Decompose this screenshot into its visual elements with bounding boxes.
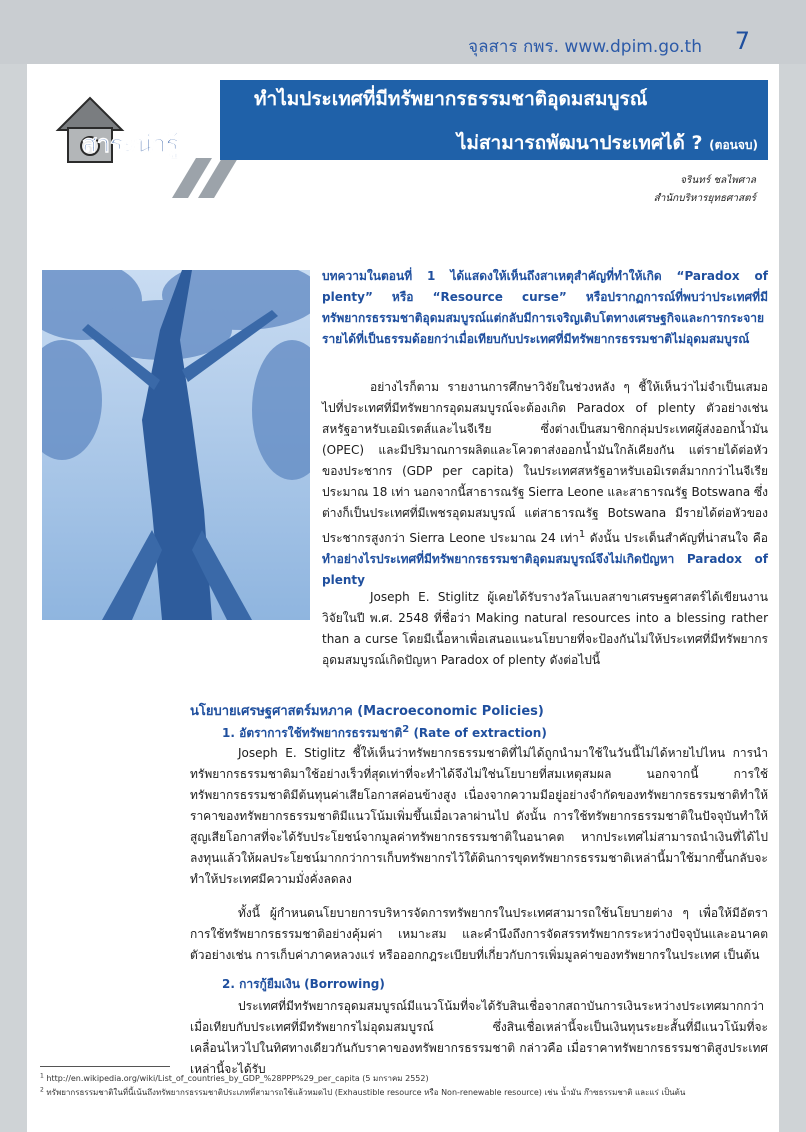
paragraph-6 <box>190 996 768 1080</box>
footnote-divider <box>40 1066 170 1067</box>
paragraph-2-text: อย่างไรก็ตาม รายงานการศึกษาวิจัยในช่วงหลัง ๆ ชี้ให้เห็นว่าไม่จำเป็นเสมอไปที่ประเทศที่มีทรัพยากรอุดมสมบูรณ์จะต้องเกิด Paradox of plenty ตัวอย่างเช่น สหรัฐอาหรับเอมิเรตส์และไนจีเรีย ซึ่งต่างเป็นสมาชิกกลุ่มประเทศผู้ส่งออกน้ำมัน (OPEC) และมีปริมาณการผลิตและโควตาส่งออกน้ำมันใกล้เคียงกัน แต่รายได้ต่อหัวของประชากร (GDP per capita) ในประเทศสหรัฐอาหรับเอมิเรตส์มากกว่าไนจีเรียประมาณ 18 เท่า นอกจากนี้สาธารณรัฐ Sierra Leone และสาธารณรัฐ Botswana ซึ่งต่างก็เป็นประเทศที่มีเพชรอุดมสมบูรณ์ แต่สาธารณรัฐ Botswana มีรายได้ต่อหัวของประชากรสูงกว่า Sierra Leone ประมาณ 24 เท่า <box>322 380 769 545</box>
article-title-line1: ทำไมประเทศที่มีทรัพยากรธรรมชาติอุดมสมบูรณ์ <box>254 88 648 110</box>
item-2-heading <box>222 975 385 994</box>
paragraph-5 <box>190 903 768 966</box>
section-heading: นโยบายเศรษฐศาสตร์มหภาค (Macroeconomic Policies) <box>190 704 544 719</box>
footnote-1-mark: 1 <box>40 1072 44 1080</box>
author-block <box>654 172 756 208</box>
item-2-title: การกู้ยืมเงิน (Borrowing) <box>239 977 385 991</box>
house-roof-icon <box>58 98 122 130</box>
paragraph-2-after: ดังนั้น ประเด็นสำคัญที่น่าสนใจ คือ <box>585 531 768 545</box>
author-affiliation: สำนักบริหารยุทธศาสตร์ <box>653 193 756 204</box>
header-site: จุลสาร กพร. www.dpim.go.th <box>468 37 702 57</box>
article-title-line2 <box>254 128 758 158</box>
footnote-2-mark: 2 <box>40 1086 44 1094</box>
item-2-number: 2. <box>222 977 235 991</box>
paragraph-4 <box>190 743 768 890</box>
article-title-suffix: (ตอนจบ) <box>709 138 758 152</box>
paragraph-4-text: Joseph E. Stiglitz ชี้ให้เห็นว่าทรัพยากรธรรมชาติที่ไม่ได้ถูกนำมาใช้ในวันนี้ไม่ได้หายไปไหน การนำทรัพยากรธรรมชาติมาใช้อย่างเร็วที่สุดเท่าที่จะทำได้จึงไม่ใช่นโยบายที่สมเหตุสมผล นอกจากนี้ การใช้ทรัพยากรธรรมชาติมีต้นทุนค่าเสียโอกาสค่อนข้างสูง เนื่องจากความมีอยู่อย่างจำกัดของทรัพยากรธรรมชาติทำให้ราคาของทรัพยากรธรรมชาติมีแนวโน้มเพิ่มขึ้นเมื่อเวลาผ่านไป ดังนั้น การใช้ทรัพยากรธรรมชาติในปัจจุบันทำให้สูญเสียโอกาสที่จะได้รับประโยชน์จากมูลค่าทรัพยากรธรรมชาติในอนาคต หากประเทศไม่สามารถนำเงินที่ได้ไปลงทุนแล้วให้ผลประโยชน์มากกว่าการเก็บทรัพยากรไว้ใต้ดินการขุดทรัพยากรธรรมชาติเหล่านี้มาใช้มากขึ้นกลับจะทำให้ประเทศมีความมั่งคั่งลดลง <box>190 746 768 886</box>
paragraph-5-text: ทั้งนี้ ผู้กำหนดนโยบายการบริหารจัดการทรัพยากรในประเทศสามารถใช้นโยบายต่าง ๆ เพื่อให้มีอัตราการใช้ทรัพยากรธรรมชาติอย่างคุ้มค่า เหมาะสม และคำนึงถึงการจัดสรรทรัพยากรระหว่างปัจจุบันและอนาคต ตัวอย่างเช่น การเก็บค่าภาคหลวงแร่ หรือออกกฎระเบียบที่เกี่ยวกับการเพิ่มมูลค่าของทรัพยากรในประเทศ เป็นต้น <box>190 906 768 962</box>
footnote-1 <box>40 1072 429 1085</box>
tree-photo <box>42 270 310 620</box>
intro-paragraph: บทความในตอนที่ 1 ได้แสดงให้เห็นถึงสาเหตุสำคัญที่ทำให้เกิด “Paradox of plenty” หรือ “Resource curse” หรือปรากฏการณ์ที่พบว่าประเทศที่มีทรัพยากรธรรมชาติอุดมสมบูรณ์แต่กลับมีการเจริญเติบโตทางเศรษฐกิจและการกระจายรายได้ที่เป็นธรรมด้อยกว่าเมื่อเทียบกับประเทศที่มีทรัพยากรธรรมชาติไม่อุดมสมบูรณ์ <box>322 269 768 346</box>
footnote-2-text: ทรัพยากรธรรมชาติในที่นี้เน้นถึงทรัพยากรธรรมชาติประเภทที่สามารถใช้แล้วหมดไป (Exhaustible resource หรือ Non-renewable resource) เช่น น้ำมัน ก๊าซธรรมชาติ และแร่ เป็นต้น <box>46 1088 686 1097</box>
footnote-ref-2: 2 <box>402 724 410 735</box>
paragraph-6-text: ประเทศที่มีทรัพยากรอุดมสมบูรณ์มีแนวโน้มที่จะได้รับสินเชื่อจากสถาบันการเงินระหว่างประเทศมากกว่าเมื่อเทียบกับประเทศที่มีทรัพยากรไม่อุดมสมบูรณ์ ซึ่งสินเชื่อเหล่านี้จะเป็นเงินทุนระยะสั้นที่มีแนวโน้มที่จะเคลื่อนไหวไปในทิศทางเดียวกันกับราคาของทรัพยากรธรรมชาติ กล่าวคือ เมื่อราคาทรัพยากรธรรมชาติสูงประเทศเหล่านี้จะได้รับ <box>190 999 768 1076</box>
item-1-heading <box>222 724 547 743</box>
page-number: 7 <box>734 27 750 55</box>
item-1-title: อัตราการใช้ทรัพยากรธรรมชาติ <box>239 726 403 740</box>
author-name: จรินทร์ ชลไพศาล <box>680 175 756 186</box>
paragraph-3 <box>322 587 768 671</box>
paragraph-2 <box>322 377 768 591</box>
item-1-number: 1. <box>222 726 235 740</box>
column-logo <box>46 88 246 198</box>
article-title-main: ไม่สามารถพัฒนาประเทศได้ ? <box>456 132 703 154</box>
logo-text: สาระน่ารู้ <box>82 130 179 158</box>
footnote-2 <box>40 1086 760 1099</box>
item-1-title-en: (Rate of extraction) <box>409 726 547 740</box>
footnote-ref-1: 1 <box>578 529 586 540</box>
paragraph-2-highlight: ทำอย่างไรประเทศที่มีทรัพยากรธรรมชาติอุดมสมบูรณ์จึงไม่เกิดปัญหา Paradox of plenty <box>322 552 768 587</box>
footnote-1-text: http://en.wikipedia.org/wiki/List_of_countries_by_GDP_%28PPP%29_per_capita (5 มกราคม 2552) <box>46 1074 429 1083</box>
paragraph-3-text: Joseph E. Stiglitz ผู้เคยได้รับรางวัลโนเบลสาขาเศรษฐศาสตร์ได้เขียนงานวิจัยในปี พ.ศ. 2548 ที่ชื่อว่า Making natural resources into a blessing rather than a curse โดยมีเนื้อหาเพื่อเสนอแนะนโยบายที่จะป้องกันไม่ให้ประเทศที่มีทรัพยากรอุดมสมบูรณ์เกิดปัญหา Paradox of plenty ดังต่อไปนี้ <box>322 590 768 667</box>
